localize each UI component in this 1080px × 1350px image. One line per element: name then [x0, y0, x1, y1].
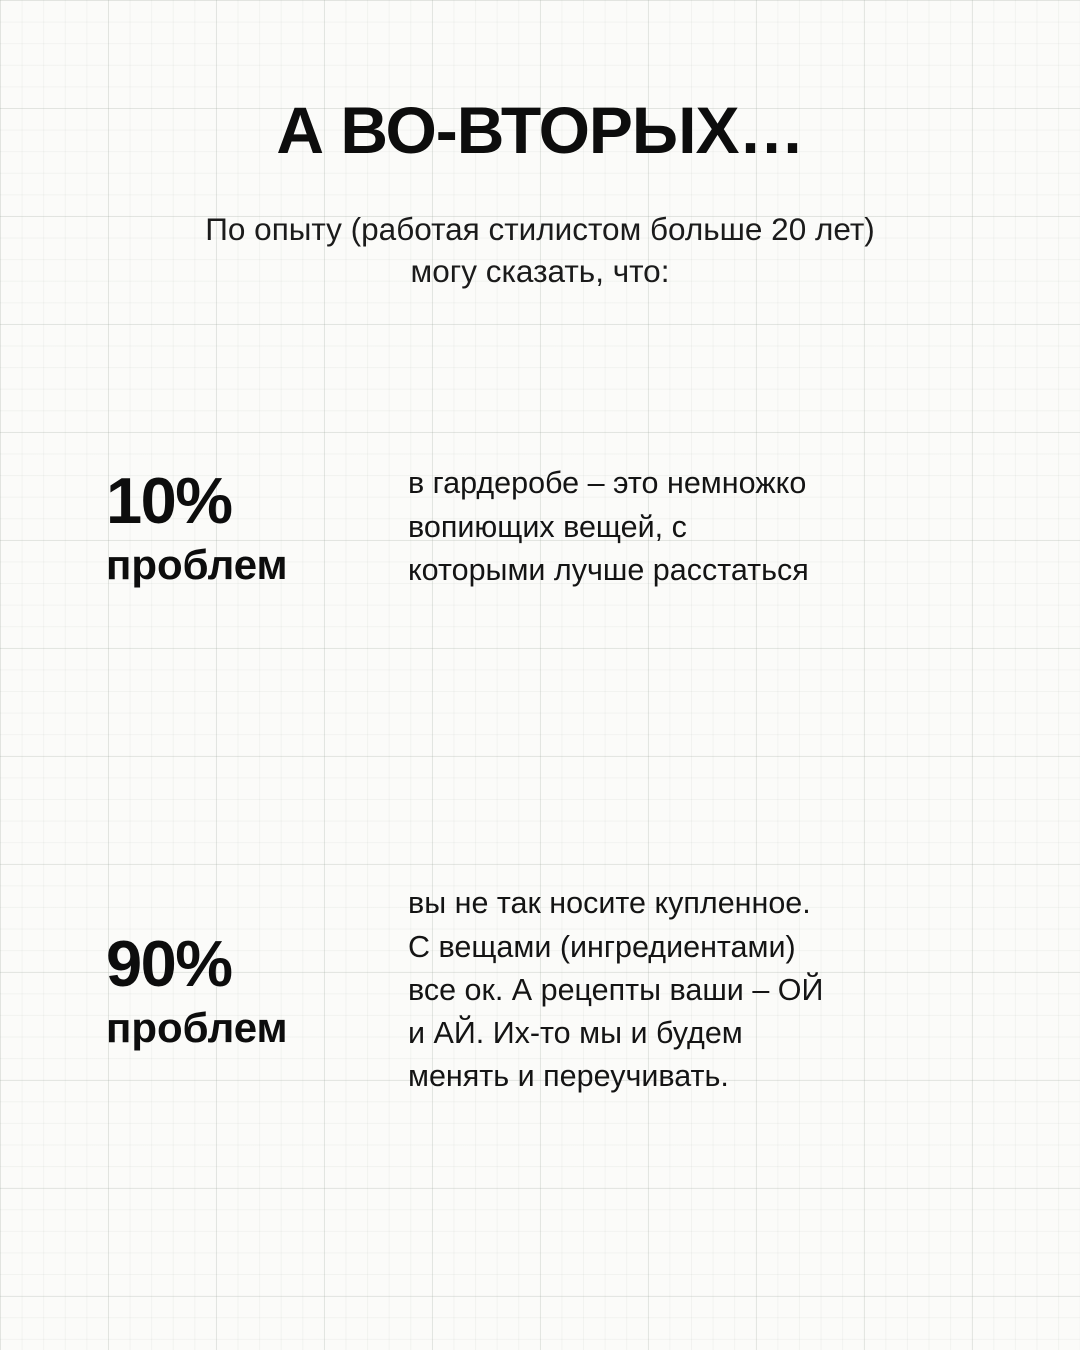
stat-label: проблем	[106, 540, 288, 588]
stat-description-line: которыми лучше расстаться	[408, 553, 809, 587]
subheading-line-2: могу сказать, что:	[410, 252, 670, 289]
subheading-line-1: По опыту (работая стилистом больше 20 лет)	[205, 210, 875, 247]
stat-row	[70, 462, 1010, 592]
stat-description-line: и АЙ. Их-то мы и будем	[408, 1016, 743, 1051]
stat-description	[400, 462, 1010, 592]
subheading	[115, 209, 965, 293]
stat-percent: 90%	[106, 927, 232, 1000]
stat-description-line: все ок. А рецепты ваши – ОЙ	[408, 972, 824, 1007]
page-title: А ВО-ВТОРЫХ…	[276, 93, 804, 167]
stat-description-line: в гардеробе – это немножко	[408, 466, 807, 501]
stat-percent: 10%	[106, 463, 232, 537]
stat-description-line: С вещами (ингредиентами)	[408, 929, 796, 964]
stat-description-line: менять и переучивать.	[408, 1059, 729, 1094]
stat-description-line: вы не так носите купленное.	[408, 886, 811, 921]
stat-key	[70, 927, 400, 1051]
stat-description-line: вопиющих вещей, с	[408, 509, 687, 544]
stat-row	[70, 882, 1010, 1098]
stat-description	[400, 882, 1010, 1098]
stats-list	[70, 462, 1010, 1098]
stat-key	[70, 463, 400, 588]
stat-label: проблем	[106, 1003, 288, 1051]
